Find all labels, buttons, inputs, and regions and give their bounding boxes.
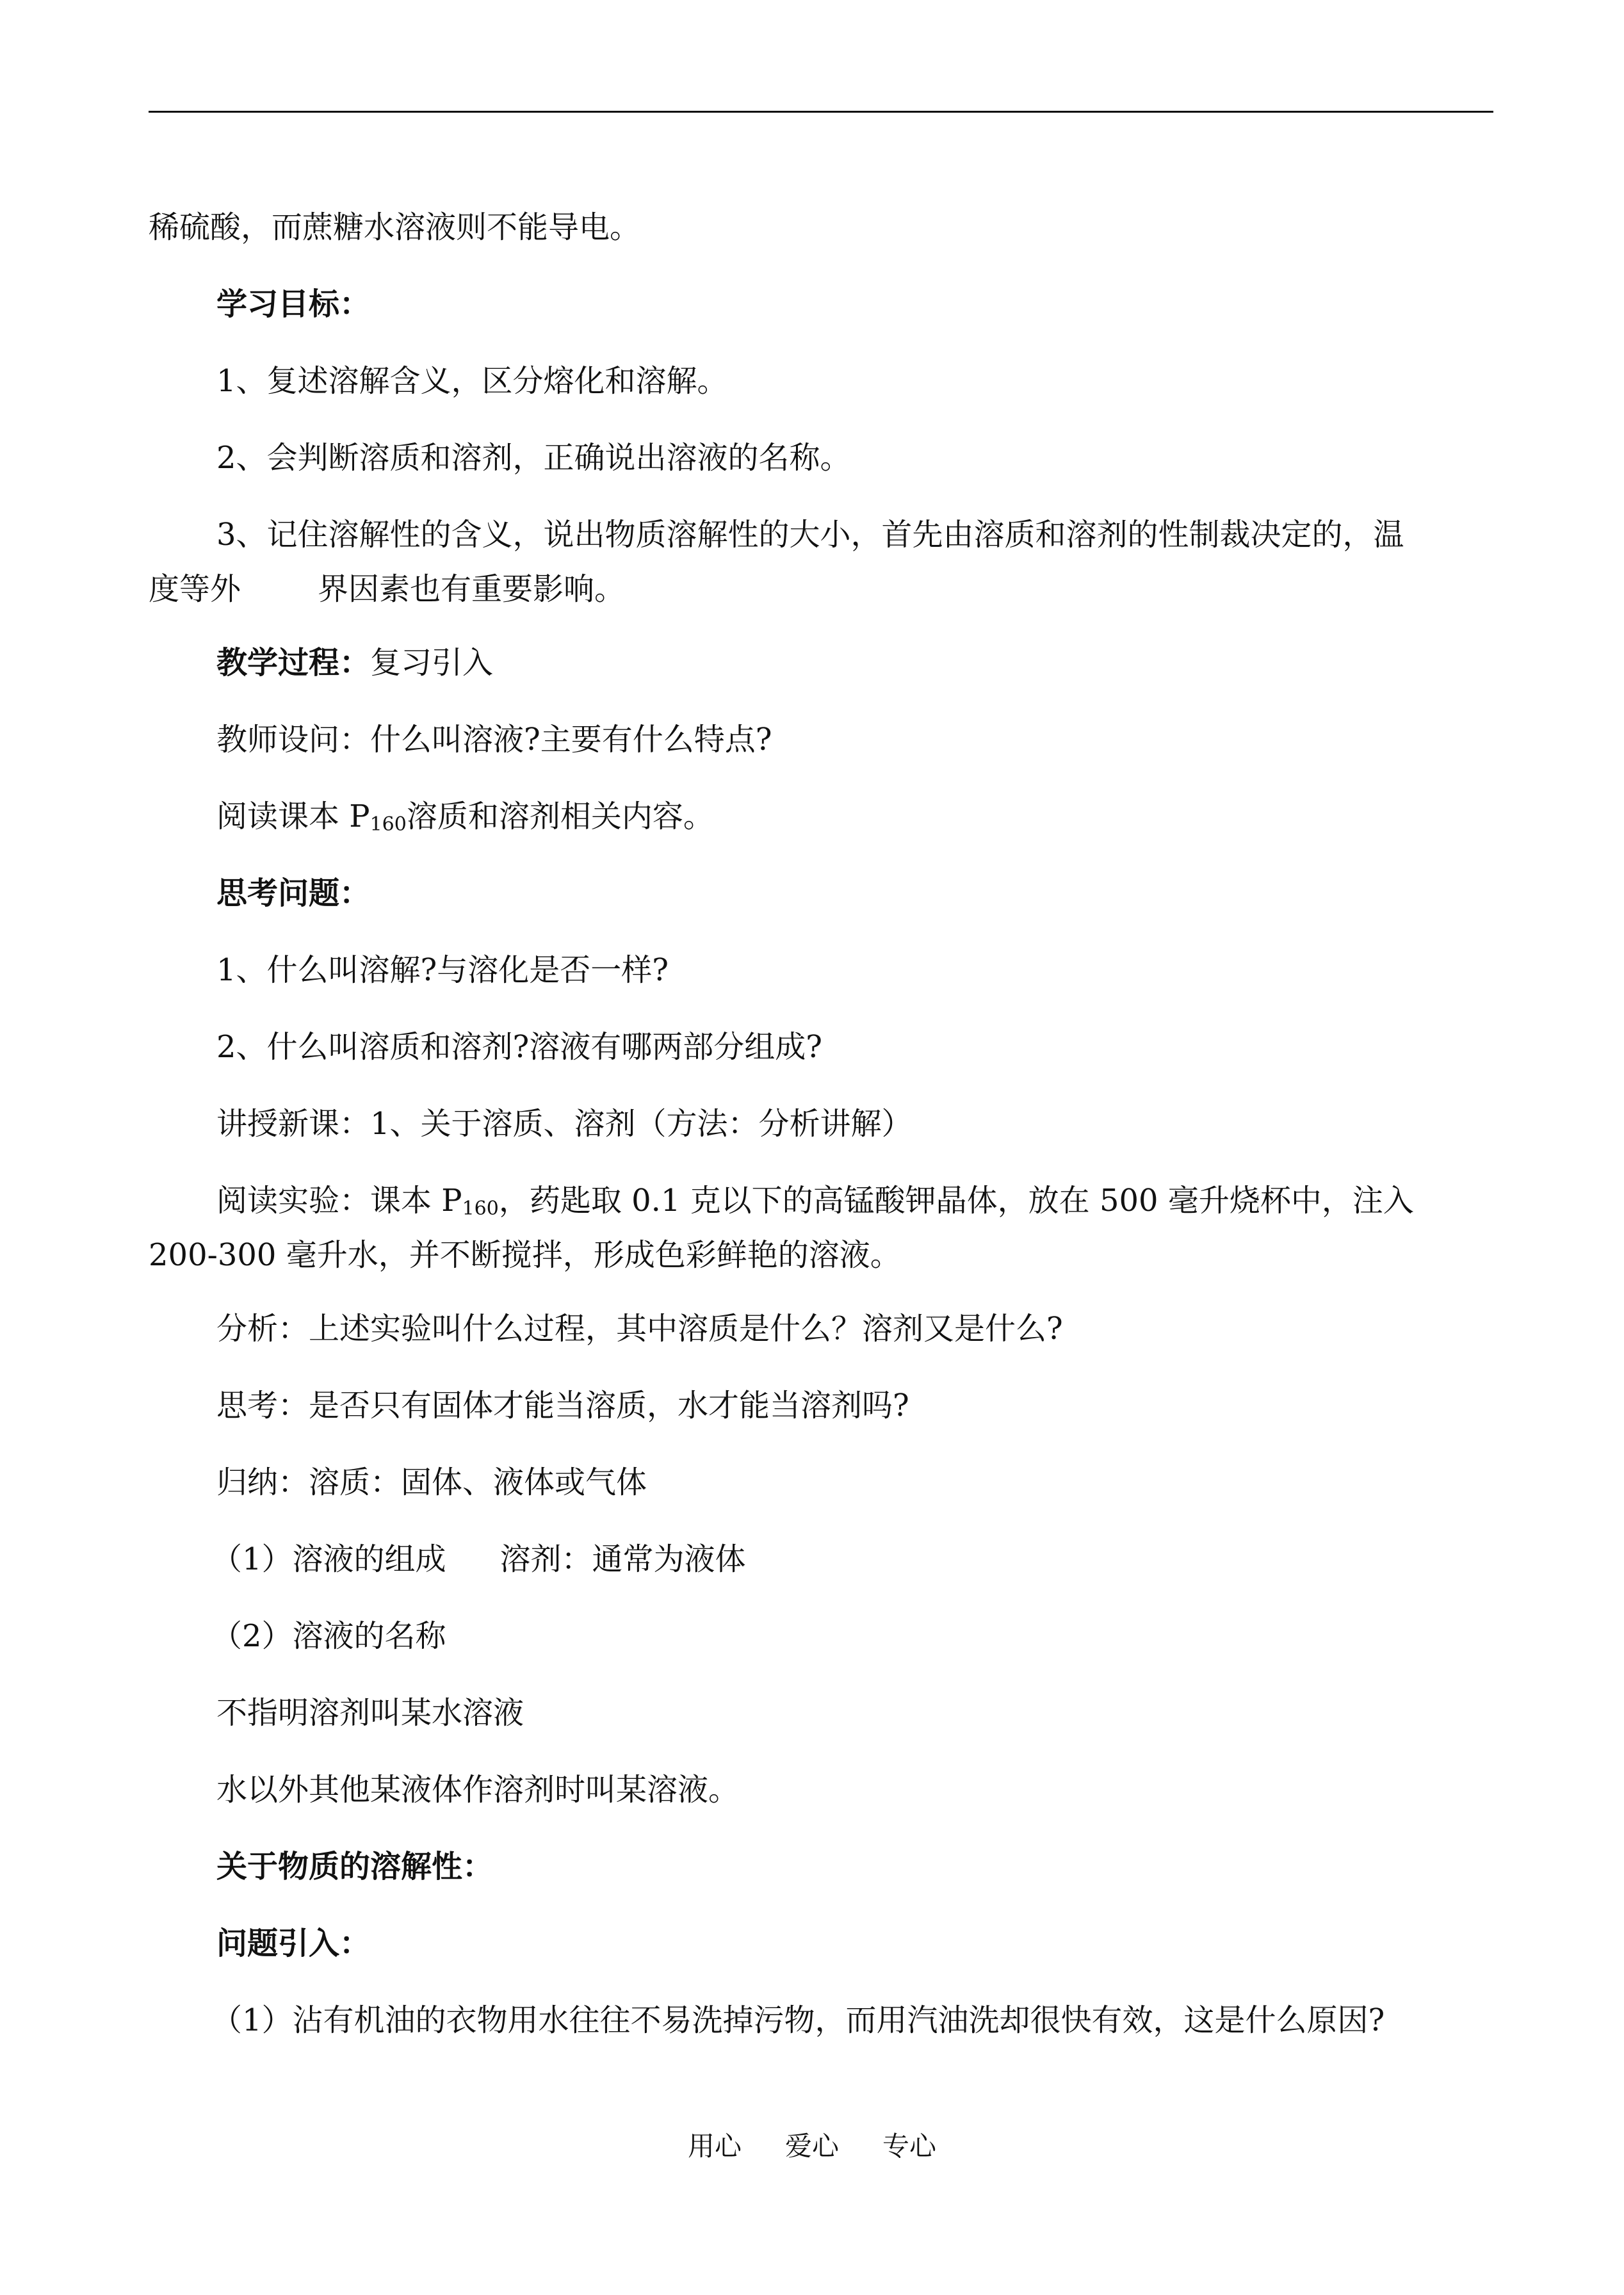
page-subscript: 160	[462, 1197, 499, 1220]
question-item-1: 1、什么叫溶解?与溶化是否一样?	[216, 952, 669, 988]
header-rule	[149, 111, 1493, 113]
goal-item-1: 1、复述溶解含义，区分熔化和溶解。	[216, 363, 728, 399]
goal-item-3-continued	[149, 570, 1493, 608]
goal-item-3-part-b: 界因素也有重要影响。	[318, 571, 626, 607]
heading-question-intro: 问题引入：	[216, 1926, 371, 1961]
experiment-line-continued: 200-300 毫升水，并不断搅拌，形成色彩鲜艳的溶液。	[149, 1237, 901, 1273]
experiment-line	[216, 1181, 1493, 1220]
naming-rule-1: 不指明溶剂叫某水溶液	[216, 1695, 524, 1731]
heading-solubility: 关于物质的溶解性：	[216, 1849, 494, 1885]
composition-line	[211, 1540, 1493, 1578]
analysis-line: 分析：上述实验叫什么过程，其中溶质是什么？溶剂又是什么?	[216, 1311, 1063, 1347]
page-footer	[0, 2129, 1624, 2164]
goal-item-3: 3、记住溶解性的含义，说出物质溶解性的大小，首先由溶质和溶剂的性制裁决定的，温	[216, 517, 1404, 553]
reading-line	[216, 797, 1493, 836]
experiment-text-a: 阅读实验：课本 P	[216, 1183, 462, 1219]
solution-name-line: （2）溶液的名称	[211, 1618, 446, 1654]
paragraph-line: 稀硫酸，而蔗糖水溶液则不能导电。	[149, 209, 641, 245]
reading-text-a: 阅读课本 P	[216, 799, 370, 834]
heading-teaching-process: 教学过程：	[216, 645, 371, 681]
footer-word: 用心	[687, 2130, 742, 2162]
reading-text-b: 溶质和溶剂相关内容。	[406, 799, 714, 834]
heading-think-questions: 思考问题：	[216, 875, 371, 911]
page-subscript: 160	[369, 813, 407, 836]
goal-item-2: 2、会判断溶质和溶剂，正确说出溶液的名称。	[216, 440, 851, 476]
naming-rule-2: 水以外其他某液体作溶剂时叫某溶液。	[216, 1772, 740, 1808]
heading-learning-goals: 学习目标：	[216, 286, 371, 322]
teaching-process-line	[216, 644, 1493, 682]
question-item-2: 2、什么叫溶质和溶剂?溶液有哪两部分组成?	[216, 1029, 823, 1065]
summary-line: 归纳：溶质：固体、液体或气体	[216, 1464, 647, 1500]
think-line: 思考：是否只有固体才能当溶质，水才能当溶剂吗?	[216, 1388, 909, 1423]
footer-word: 爱心	[784, 2130, 839, 2162]
experiment-text-b: ，药匙取 0.1 克以下的高锰酸钾晶体，放在 500 毫升烧杯中，注入	[498, 1183, 1414, 1219]
footer-word: 专心	[882, 2130, 937, 2162]
composition-text-b: 溶剂：通常为液体	[499, 1541, 746, 1577]
intro-question-1: （1）沾有机油的衣物用水往往不易洗掉污物，而用汽油洗却很快有效，这是什么原因?	[211, 2002, 1385, 2038]
goal-item-3-part-a: 度等外	[149, 571, 241, 607]
teacher-question: 教师设问：什么叫溶液?主要有什么特点?	[216, 722, 772, 758]
composition-text-a: （1）溶液的组成	[211, 1541, 446, 1577]
new-lesson-line: 讲授新课：1、关于溶质、溶剂（方法：分析讲解）	[216, 1106, 913, 1142]
teaching-process-text: 复习引入	[370, 645, 494, 681]
